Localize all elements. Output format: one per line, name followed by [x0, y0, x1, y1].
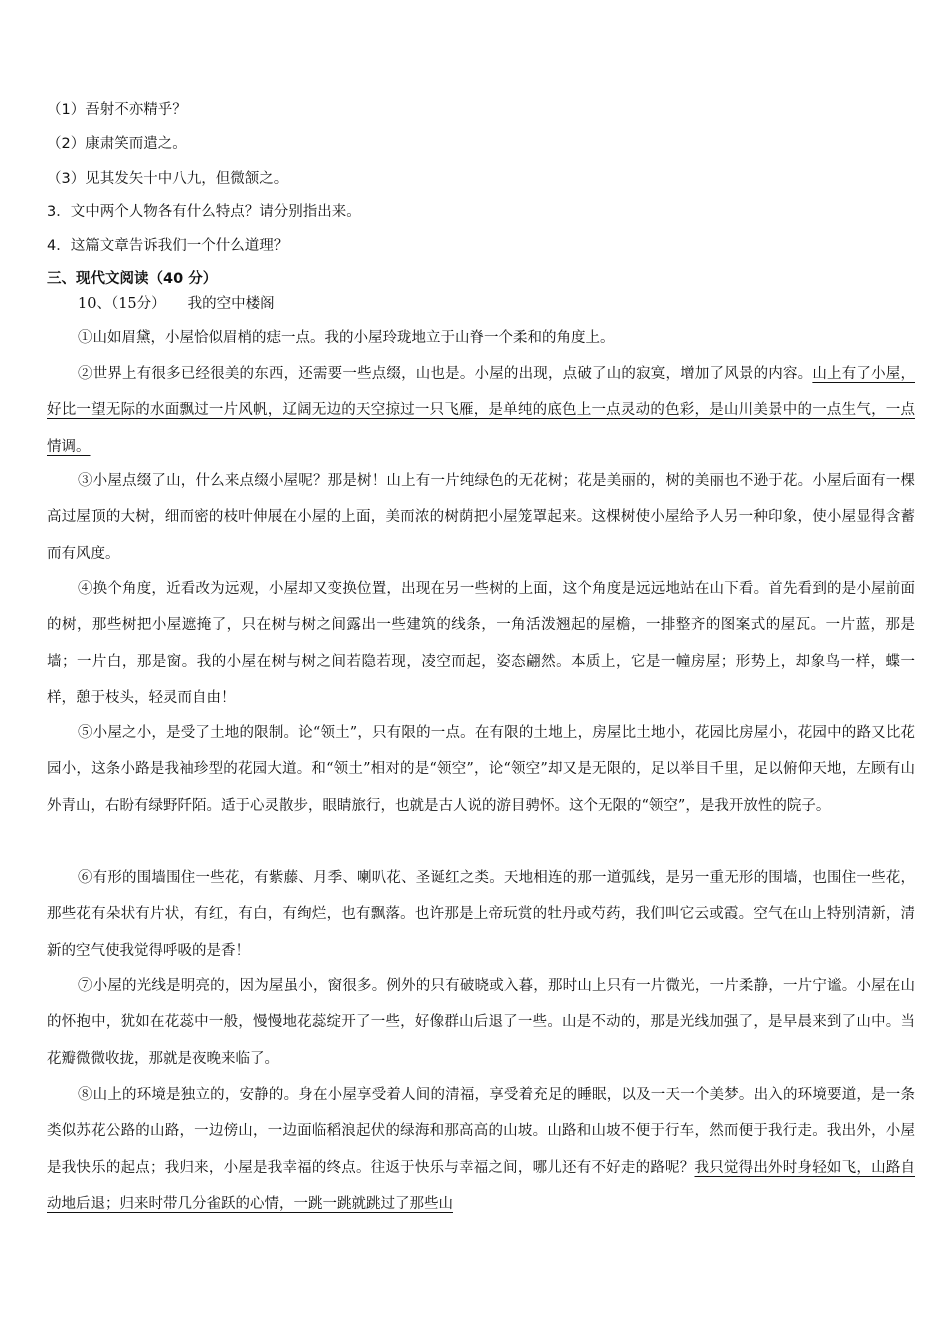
essay-paragraph-5: ⑤小屋之小，是受了土地的限制。论“领土”，只有限的一点。在有限的土地上，房屋比土地小，花园比房屋小，花园中的路又比花园小，这条小路是我袖珍型的花园大道。和“领土”相对的是“领空”，论“领空”却又是无限的，足以举目千里，足以俯仰天地，左顾有山外青山，右盼有绿野阡陌。适于心灵散步，眼睛旅行，也就是古人说的游目骋怀。这个无限的“领空”，是我开放性的院子。	[47, 725, 915, 814]
essay-paragraph-7: ⑦小屋的光线是明亮的，因为屋虽小，窗很多。例外的只有破晓或入暮，那时山上只有一片微光，一片柔静，一片宁谧。小屋在山的怀抱中，犹如在花蕊中一般，慢慢地花蕊绽开了一些，好像群山后退了一些。山是不动的，那是光线加强了，是早晨来到了山中。当花瓣微微收拢，那就是夜晚来临了。	[47, 978, 915, 1067]
essay-paragraph-8	[47, 1077, 915, 1222]
q2-item-3: （3）见其发矢十中八九，但微颔之。	[47, 171, 289, 187]
essay-paragraph-4: ④换个角度，近看改为远观，小屋却又变换位置，出现在另一些树的上面，这个角度是远远地站在山下看。首先看到的是小屋前面的树，那些树把小屋遮掩了，只在树与树之间露出一些建筑的线条，一角活泼翘起的屋檐，一排整齐的图案式的屋瓦。一片蓝，那是墙；一片白，那是窗。我的小屋在树与树之间若隐若现，凌空而起，姿态翩然。本质上，它是一幢房屋；形势上，却象鸟一样，蝶一样，憩于枝头，轻灵而自由！	[47, 581, 915, 706]
paragraph-2-text: ②世界上有很多已经很美的东西，还需要一些点缀，山也是。小屋的出现，点破了山的寂寞，增加了风景的内容。	[78, 366, 813, 382]
q2-item-2: （2）康肃笑而遣之。	[47, 136, 187, 152]
section-heading: 三、现代文阅读（40 分）	[47, 271, 218, 287]
question-3: 3．文中两个人物各有什么特点？请分别指出来。	[47, 204, 361, 220]
question-10-label: 10、（15分）	[78, 296, 166, 312]
q2-item-1: （1）吾射不亦精乎？	[47, 102, 187, 118]
underlined-sentence-2: 我只觉得出外时身轻如飞，山路自动地后退；归来时带几分雀跃的心情，一跳一跳就跳过了那些山	[47, 1159, 916, 1212]
essay-paragraph-3: ③小屋点缀了山，什么来点缀小屋呢？那是树！山上有一片纯绿色的无花树；花是美丽的，树的美丽也不逊于花。小屋后面有一棵高过屋顶的大树，细而密的枝叶伸展在小屋的上面，美而浓的树荫把小屋笼罩起来。这棵树使小屋给予人另一种印象，使小屋显得含蓄而有风度。	[47, 473, 915, 562]
question-10-header	[78, 293, 275, 315]
essay-paragraph-6: ⑥有形的围墙围住一些花，有紫藤、月季、喇叭花、圣诞红之类。天地相连的那一道弧线，是另一重无形的围墙，也围住一些花，那些花有朵状有片状，有红，有白，有绚烂，也有飘落。也许那是上帝玩赏的牡丹或芍药，我们叫它云或霞。空气在山上特别清新，清新的空气使我觉得呼吸的是香！	[47, 870, 915, 959]
essay-title: 我的空中楼阁	[187, 296, 275, 312]
paragraph-8-text: ⑧山上的环境是独立的，安静的。身在小屋享受着人间的清福，享受着充足的睡眠，以及一天一个美梦。出入的环境要道，是一条类似苏花公路的山路，一边傍山，一边面临稻浪起伏的绿海和那高高的山坡。山路和山坡不便于行车，然而便于我行走。我出外，小屋是我快乐的起点；我归来，小屋是我幸福的终点。往返于快乐与幸福之间，哪儿还有不好走的路呢？	[47, 1087, 915, 1176]
essay-paragraph-1: ①山如眉黛，小屋恰似眉梢的痣一点。我的小屋玲珑地立于山脊一个柔和的角度上。	[78, 330, 615, 346]
question-4: 4．这篇文章告诉我们一个什么道理？	[47, 238, 289, 254]
underlined-sentence-1: 山上有了小屋，好比一望无际的水面飘过一片风帆，辽阔无边的天空掠过一只飞雁，是单纯的底色上一点灵动的色彩，是山川美景中的一点生气，一点情调。	[47, 366, 915, 455]
essay-paragraph-2	[47, 356, 915, 465]
